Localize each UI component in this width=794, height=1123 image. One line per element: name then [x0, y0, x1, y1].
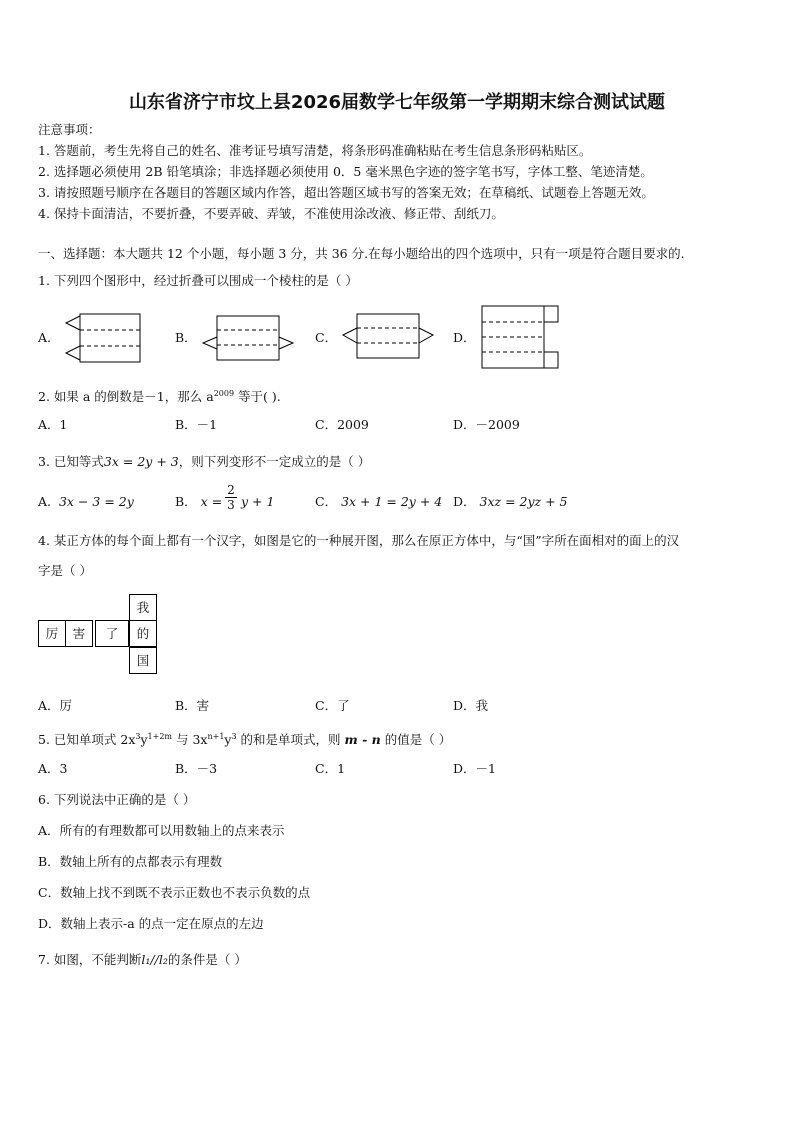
q4-stem-line1: 4. 某正方体的每个面上都有一个汉字，如图是它的一种展开图，那么在原正方体中，与“国”字所在面相对的面上的汉: [38, 533, 680, 548]
q3-option-a: A. 3x − 3 = 2y: [38, 494, 134, 509]
q5-option-a: A．3: [38, 761, 68, 776]
q6-option-c: C．数轴上找不到既不表示正数也不表示负数的点: [38, 885, 311, 900]
q2-option-d: D．－2009: [453, 417, 520, 432]
section-heading: 一、选择题：本大题共 12 个小题，每小题 3 分，共 36 分.在每小题给出的四个选项中，只有一项是符合题目要求的.: [38, 246, 685, 261]
notice-item-4: 4. 保持卡面清洁，不要折叠，不要弄破、弄皱，不准使用涂改液、修正带、刮纸刀。: [38, 206, 504, 221]
net-cell-1: 厉: [38, 620, 66, 647]
q1-option-d-label: D．: [453, 330, 476, 345]
q1-figure-c: [340, 312, 436, 364]
q6-option-a: A．所有的有理数都可以用数轴上的点来表示: [38, 823, 285, 838]
net-cell-top: 我: [129, 594, 157, 621]
net-cell-bottom: 国: [129, 647, 157, 674]
q4-option-c: C．了: [315, 698, 350, 713]
q2-option-b: B．－1: [175, 417, 218, 432]
q1-option-a-label: A.: [38, 330, 52, 345]
q6-option-b: B．数轴上所有的点都表示有理数: [38, 854, 223, 869]
q2-stem: 2. 如果 a 的倒数是－1，那么 $a^{2009}$ 等于( ).: [38, 389, 281, 405]
q6-option-d: D．数轴上表示-a 的点一定在原点的左边: [38, 916, 264, 931]
q3-option-d: D． 3xz = 2yz + 5: [453, 494, 568, 509]
q3-option-c: C． 3x + 1 = 2y + 4: [315, 494, 443, 509]
notice-item-3: 3. 请按照题号顺序在各题目的答题区域内作答，超出答题区域书写的答案无效；在草稿纸、试题卷上答题无效。: [38, 185, 654, 200]
net-cell-3: 了: [95, 620, 129, 647]
notice-item-1: 1. 答题前，考生先将自己的姓名、准考证号填写清楚，将条形码准确粘贴在考生信息条形码粘贴区。: [38, 143, 592, 158]
q1-option-b-label: B．: [175, 330, 197, 345]
q4-option-b: B．害: [175, 698, 210, 713]
q3-option-b-fraction: 2 3: [225, 483, 237, 512]
q7-stem: 7. 如图，不能判断l₁//l₂的条件是（ ）: [38, 952, 247, 967]
q5-option-b: B．－3: [175, 761, 218, 776]
q3-option-b: B． x =: [175, 494, 223, 509]
q1-figure-a: [62, 312, 144, 364]
net-cell-4: 的: [129, 620, 157, 647]
q6-stem: 6. 下列说法中正确的是（ ）: [38, 792, 196, 807]
q5-option-c: C．1: [315, 761, 346, 776]
q1-figure-d: [478, 302, 562, 370]
q1-figure-b: [200, 312, 296, 364]
q2-option-c: C．2009: [315, 417, 369, 432]
q1-stem: 1. 下列四个图形中，经过折叠可以围成一个棱柱的是（ ）: [38, 273, 358, 288]
q4-option-d: D．我: [453, 698, 489, 713]
net-cell-2: 害: [65, 620, 93, 647]
notice-item-2: 2. 选择题必须使用 2B 铅笔填涂；非选择题必须使用 0．5 毫米黑色字迹的签字笔书写，字体工整、笔迹清楚。: [38, 164, 653, 179]
q4-option-a: A．厉: [38, 698, 73, 713]
notice-heading: 注意事项：: [38, 122, 101, 137]
q4-stem-line2: 字是（ ）: [38, 563, 92, 578]
page-title: 山东省济宁市坟上县2026届数学七年级第一学期期末综合测试试题: [128, 92, 666, 113]
q3-option-b-rest: y + 1: [241, 494, 275, 509]
q3-stem: 3. 已知等式3x = 2y + 3，则下列变形不一定成立的是（ ）: [38, 454, 371, 469]
q5-option-d: D．－1: [453, 761, 496, 776]
q2-option-a: A．1: [38, 417, 68, 432]
q1-option-c-label: C．: [315, 330, 338, 345]
q5-stem: 5. 已知单项式 $2x^3y^{1+2m}$ 与 $3x^{n+1}y^3$ 的和是单项式，则 m - n 的值是（ ）: [38, 732, 452, 748]
